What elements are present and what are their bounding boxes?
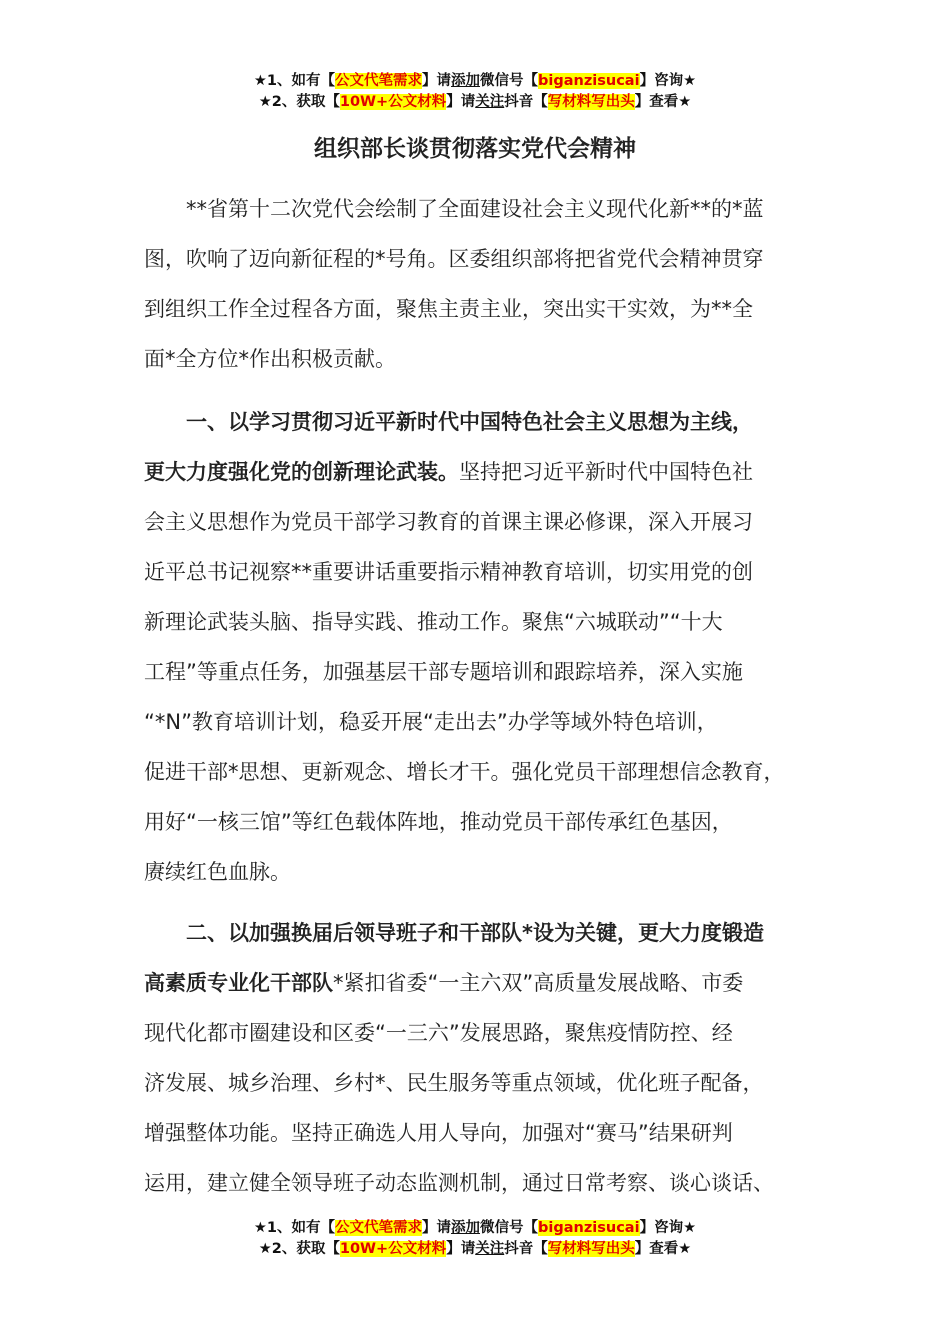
promo-text: 抖音【 [504,1241,548,1257]
document-title: 组织部长谈贯彻落实党代会精神 [314,136,636,162]
promo-text: 1、如有【 [266,1220,336,1236]
text-line: 用好“一核三馆”等红色载体阵地，推动党员干部传承红色基因， [144,810,733,834]
promo-text: 1、如有【 [266,73,336,89]
promo-text: 】查看★ [634,94,692,110]
section-heading: 更大力度强化党的创新理论武装。 [144,460,459,484]
text-line: 工程”等重点任务，加强基层干部专题培训和跟踪培养，深入实施 [144,660,743,684]
promo-highlight: 公文代笔需求 [335,1220,423,1236]
paragraph-section-2 [144,908,824,1208]
text-line: 到组织工作全过程各方面，聚焦主责主业，突出实干实效，为**全 [144,297,753,321]
text-line: **省第十二次党代会绘制了全面建设社会主义现代化新**的*蓝 [144,197,764,221]
promo-text: 】查看★ [634,1241,692,1257]
star-icon: ★ [253,73,267,89]
text-line: 现代化都市圈建设和区委“一三六”发展思路，聚焦疫情防控、经 [144,1021,733,1045]
promo-underline: 关注 [475,1241,505,1257]
promo-text: 】咨询★ [639,1220,697,1236]
promo-underline: 关注 [475,94,505,110]
text-span: *紧扣省委“一主六双”高质量发展战略、市委 [333,971,744,995]
text-line: 图，吹响了迈向新征程的*号角。区委组织部将把省党代会精神贯穿 [144,247,764,271]
text-line [144,958,824,1008]
promo-underline: 添加 [451,73,481,89]
promo-highlight: 写材料写出头 [547,1241,635,1257]
section-heading: 二、以加强换届后领导班子和干部队*设为关键，更大力度锻造 [144,921,764,945]
promo-highlight: 10W+公文材料 [339,1241,447,1257]
promo-line-1 [0,1218,950,1239]
text-span: 坚持把习近平新时代中国特色社 [459,460,753,484]
text-line [144,447,824,497]
star-icon: ★ [258,1241,272,1257]
text-line: 面*全方位*作出积极贡献。 [144,347,396,371]
text-line: “*N”教育培训计划，稳妥开展“走出去”办学等域外特色培训， [144,710,718,734]
promo-text: 2、获取【 [271,94,340,110]
promo-text: 】请 [446,1241,476,1257]
promo-text: 】咨询★ [639,73,697,89]
text-line: 增强整体功能。坚持正确选人用人导向，加强对“赛马”结果研判 [144,1121,733,1145]
text-line: 运用，建立健全领导班子动态监测机制，通过日常考察、谈心谈话、 [144,1171,774,1195]
promo-line-2 [0,92,950,113]
promo-underline: 添加 [451,1220,481,1236]
text-line: 近平总书记视察**重要讲话重要指示精神教育培训，切实用党的创 [144,560,753,584]
promo-banner-top [0,71,950,113]
promo-text: 微信号【 [480,73,539,89]
star-icon: ★ [258,94,272,110]
promo-highlight: 公文代笔需求 [335,73,423,89]
promo-text: 】请 [446,94,476,110]
paragraph-section-1 [144,397,824,897]
text-line: 新理论武装头脑、指导实践、推动工作。聚焦“六城联动”“十大 [144,610,723,634]
promo-highlight: biganzisucai [538,1220,640,1236]
promo-text: 】请 [422,73,452,89]
promo-highlight: 写材料写出头 [547,94,635,110]
promo-line-1 [0,71,950,92]
promo-highlight: 10W+公文材料 [339,94,447,110]
promo-highlight: biganzisucai [538,73,640,89]
promo-text: 】请 [422,1220,452,1236]
text-line: 济发展、城乡治理、乡村*、民生服务等重点领域，优化班子配备， [144,1071,764,1095]
paragraph-intro [144,184,824,384]
promo-banner-bottom [0,1218,950,1260]
text-line: 促进干部*思想、更新观念、增长才干。强化党员干部理想信念教育， [144,760,785,784]
promo-text: 抖音【 [504,94,548,110]
promo-text: 微信号【 [480,1220,539,1236]
text-line: 会主义思想作为党员干部学习教育的首课主课必修课，深入开展习 [144,510,753,534]
section-heading: 一、以学习贯彻习近平新时代中国特色社会主义思想为主线， [144,410,753,434]
promo-text: 2、获取【 [271,1241,340,1257]
star-icon: ★ [253,1220,267,1236]
section-heading: 高素质专业化干部队 [144,971,333,995]
promo-line-2 [0,1239,950,1260]
text-line: 赓续红色血脉。 [144,860,291,884]
